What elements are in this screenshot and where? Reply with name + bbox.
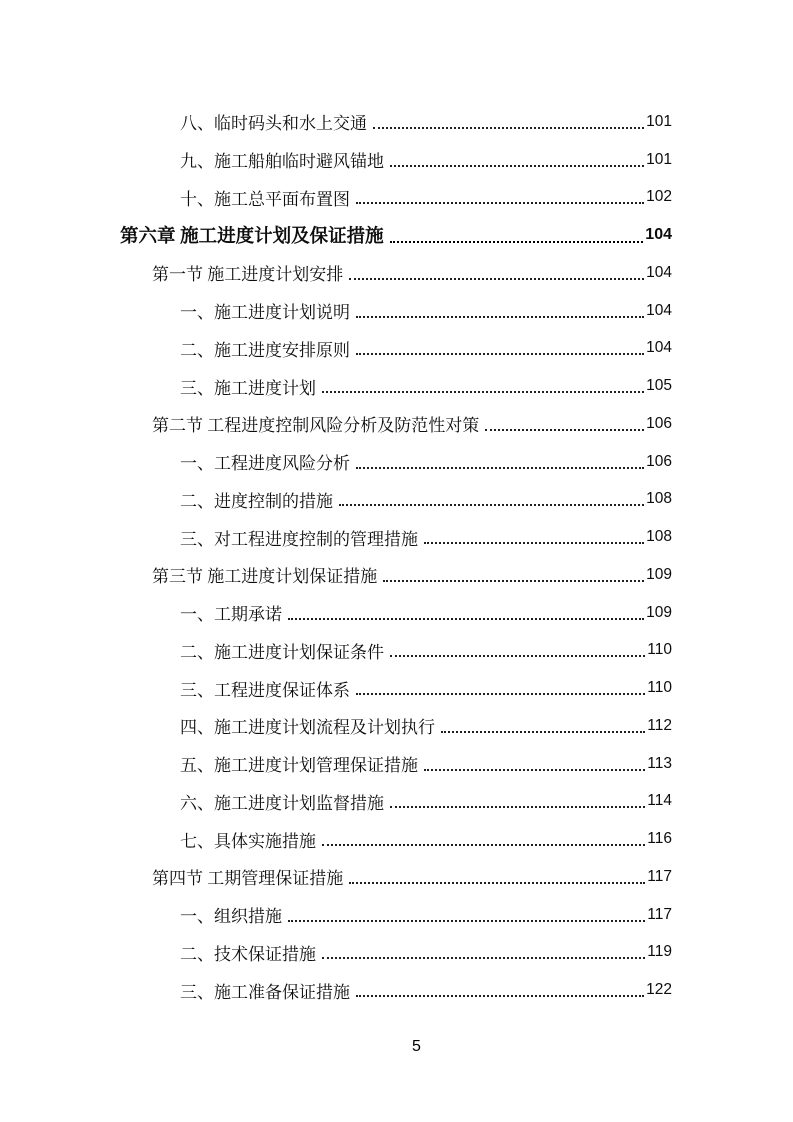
dot-leader bbox=[322, 391, 644, 393]
toc-entry-page-number: 104 bbox=[645, 226, 672, 244]
toc-entry-label: 一、组织措施 bbox=[180, 907, 282, 927]
toc-entry-label: 三、对工程进度控制的管理措施 bbox=[180, 529, 418, 549]
toc-entry[interactable] bbox=[120, 820, 672, 858]
toc-entry-label: 一、工期承诺 bbox=[180, 605, 282, 625]
dot-leader bbox=[356, 995, 644, 997]
toc-entry[interactable] bbox=[120, 103, 672, 141]
toc-entry-label: 十、施工总平面布置图 bbox=[180, 189, 350, 209]
toc-entry-label: 六、施工进度计划监督措施 bbox=[180, 793, 384, 813]
toc-entry-page-number: 101 bbox=[646, 112, 672, 130]
dot-leader bbox=[356, 353, 644, 355]
dot-leader bbox=[485, 429, 644, 431]
toc-entry-page-number: 108 bbox=[646, 528, 672, 546]
toc-entry[interactable] bbox=[120, 632, 672, 670]
toc-entry-page-number: 102 bbox=[646, 188, 672, 206]
toc-entry-page-number: 104 bbox=[646, 339, 672, 357]
toc-entry-page-number: 109 bbox=[646, 603, 672, 621]
dot-leader bbox=[373, 127, 644, 129]
toc-entry-label: 九、施工船舶临时避风锚地 bbox=[180, 152, 384, 172]
toc-entry-page-number: 119 bbox=[647, 943, 672, 961]
toc-entry-page-number: 122 bbox=[646, 981, 672, 999]
toc-entry[interactable] bbox=[120, 971, 672, 1009]
toc-entry-label: 一、施工进度计划说明 bbox=[180, 303, 350, 323]
dot-leader bbox=[356, 467, 644, 469]
toc-entry-label: 七、具体实施措施 bbox=[180, 831, 316, 851]
toc-entry[interactable] bbox=[120, 556, 672, 594]
toc-entry[interactable] bbox=[120, 783, 672, 821]
toc-entry[interactable] bbox=[120, 179, 672, 217]
dot-leader bbox=[356, 693, 645, 695]
dot-leader bbox=[288, 618, 644, 620]
toc-entry-page-number: 116 bbox=[647, 830, 672, 848]
toc-entry-label: 第六章 施工进度计划及保证措施 bbox=[120, 227, 384, 248]
toc-entry[interactable] bbox=[120, 367, 672, 405]
toc-entry-label: 第三节 施工进度计划保证措施 bbox=[152, 567, 378, 587]
toc-entry[interactable] bbox=[120, 141, 672, 179]
toc-entry-label: 三、工程进度保证体系 bbox=[180, 680, 350, 700]
toc-entry[interactable] bbox=[120, 292, 672, 330]
toc-entry-label: 第四节 工期管理保证措施 bbox=[152, 869, 344, 889]
dot-leader bbox=[322, 957, 645, 959]
toc-entry-page-number: 110 bbox=[647, 679, 672, 697]
dot-leader bbox=[390, 806, 645, 808]
toc-entry-label: 八、临时码头和水上交通 bbox=[180, 114, 367, 134]
toc-entry-label: 第二节 工程进度控制风险分析及防范性对策 bbox=[152, 416, 480, 436]
dot-leader bbox=[441, 731, 645, 733]
toc-entry[interactable] bbox=[120, 594, 672, 632]
toc-entry[interactable] bbox=[120, 896, 672, 934]
dot-leader bbox=[383, 580, 644, 582]
toc-entry-page-number: 117 bbox=[647, 867, 672, 885]
toc-entry-page-number: 110 bbox=[647, 641, 672, 659]
toc-entry[interactable] bbox=[120, 518, 672, 556]
toc-entry[interactable] bbox=[120, 405, 672, 443]
dot-leader bbox=[349, 278, 644, 280]
toc-entry-page-number: 112 bbox=[647, 716, 672, 734]
toc-entry-page-number: 109 bbox=[646, 565, 672, 583]
toc-entry-page-number: 105 bbox=[646, 377, 672, 395]
toc-entry[interactable] bbox=[120, 216, 672, 254]
toc-entry-page-number: 101 bbox=[646, 150, 672, 168]
toc-entry-page-number: 106 bbox=[646, 414, 672, 432]
toc-entry[interactable] bbox=[120, 330, 672, 368]
dot-leader bbox=[288, 920, 645, 922]
dot-leader bbox=[424, 542, 644, 544]
page-footer bbox=[40, 1038, 793, 1056]
toc-entry[interactable] bbox=[120, 934, 672, 972]
dot-leader bbox=[356, 202, 644, 204]
toc-entry-page-number: 104 bbox=[646, 301, 672, 319]
toc-entry-label: 第一节 施工进度计划安排 bbox=[152, 265, 344, 285]
toc-entry[interactable] bbox=[120, 669, 672, 707]
toc-list bbox=[120, 103, 672, 1009]
toc-entry[interactable] bbox=[120, 443, 672, 481]
toc-entry-label: 一、工程进度风险分析 bbox=[180, 454, 350, 474]
toc-entry-page-number: 113 bbox=[647, 754, 672, 772]
toc-entry-page-number: 108 bbox=[646, 490, 672, 508]
toc-entry[interactable] bbox=[120, 254, 672, 292]
toc-entry-page-number: 106 bbox=[646, 452, 672, 470]
dot-leader bbox=[390, 655, 645, 657]
toc-entry-label: 二、施工进度安排原则 bbox=[180, 340, 350, 360]
footer-page-number: 5 bbox=[412, 1038, 421, 1055]
dot-leader bbox=[356, 316, 644, 318]
toc-entry-label: 三、施工进度计划 bbox=[180, 378, 316, 398]
toc-entry-page-number: 104 bbox=[646, 263, 672, 281]
toc-entry-page-number: 117 bbox=[647, 905, 672, 923]
dot-leader bbox=[322, 844, 645, 846]
toc-entry-label: 五、施工进度计划管理保证措施 bbox=[180, 756, 418, 776]
toc-entry[interactable] bbox=[120, 707, 672, 745]
toc-entry-label: 二、技术保证措施 bbox=[180, 944, 316, 964]
toc-entry-page-number: 114 bbox=[647, 792, 672, 810]
dot-leader bbox=[349, 882, 645, 884]
dot-leader bbox=[424, 769, 645, 771]
dot-leader bbox=[339, 504, 644, 506]
toc-entry-label: 二、进度控制的措施 bbox=[180, 491, 333, 511]
toc-entry-label: 四、施工进度计划流程及计划执行 bbox=[180, 718, 435, 738]
toc-entry[interactable] bbox=[120, 745, 672, 783]
toc-entry-label: 二、施工进度计划保证条件 bbox=[180, 642, 384, 662]
dot-leader bbox=[390, 165, 644, 167]
toc-entry-label: 三、施工准备保证措施 bbox=[180, 982, 350, 1002]
toc-entry[interactable] bbox=[120, 858, 672, 896]
toc-entry[interactable] bbox=[120, 481, 672, 519]
dot-leader bbox=[390, 241, 644, 243]
